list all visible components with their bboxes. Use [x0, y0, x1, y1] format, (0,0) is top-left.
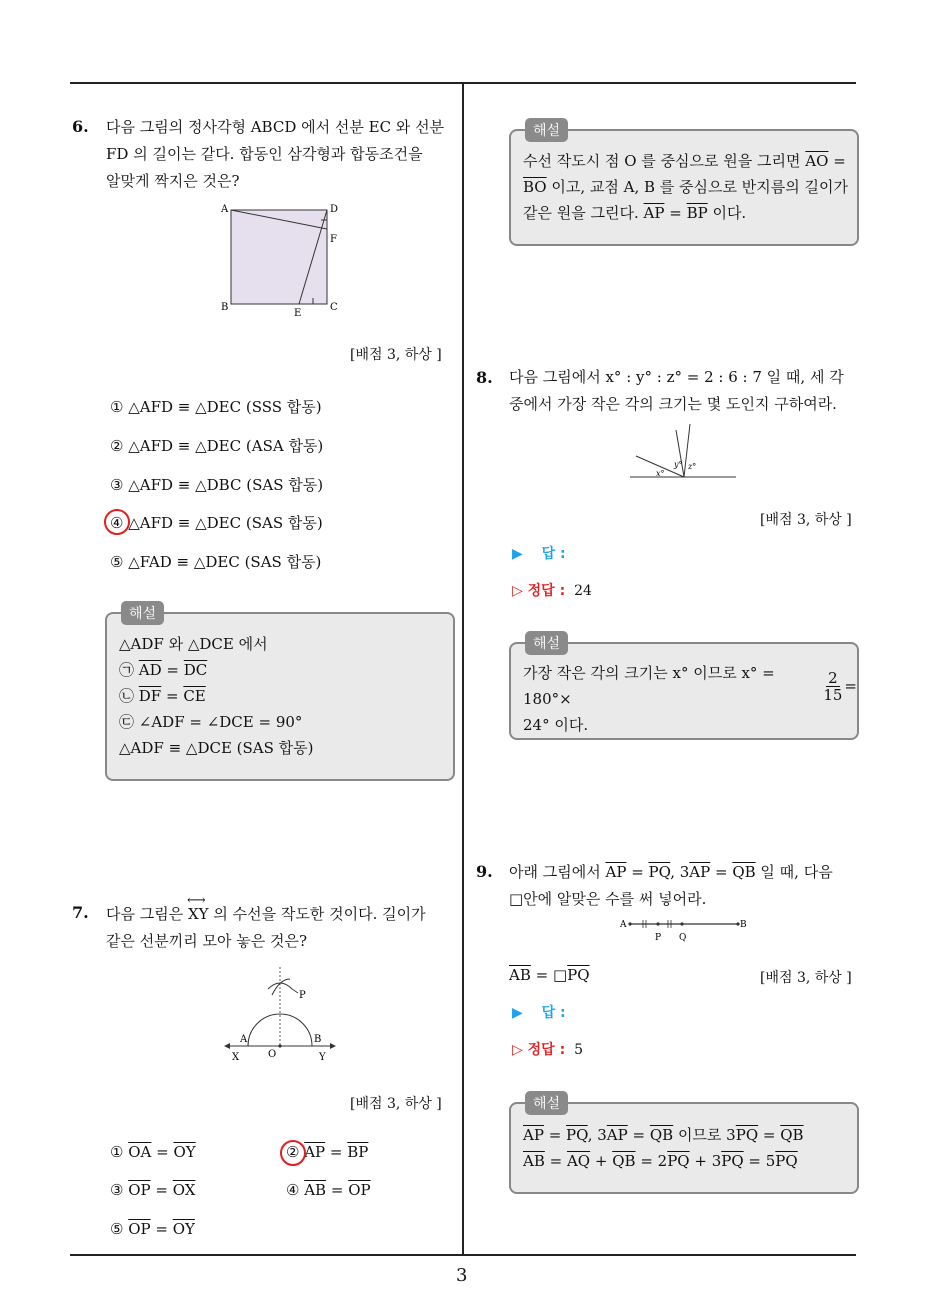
- label-x: X: [232, 1052, 240, 1063]
- label-a: A: [221, 204, 229, 215]
- correct-arrow-icon: ▷: [512, 1042, 523, 1058]
- correct-value: 5: [574, 1042, 583, 1058]
- label-a: A: [240, 1034, 248, 1045]
- question-number: 6.: [72, 117, 89, 136]
- ray-2: [676, 430, 684, 477]
- question-text: [509, 364, 844, 418]
- label-a: A: [620, 920, 627, 930]
- correct-arrow-icon: ▷: [512, 583, 523, 599]
- choice-1[interactable]: ① $\overline{OA} = \overline{OY}$: [110, 1143, 196, 1161]
- explanation-box: [509, 123, 859, 246]
- angle-figure: [628, 420, 738, 482]
- text-line: 같은 선분끼리 모아 놓은 것은?: [106, 932, 307, 950]
- correct-label: 정답 :: [527, 583, 566, 599]
- explanation-tag: 해설: [525, 1091, 568, 1115]
- explanation-line: △ADF 와 △DCE 에서: [119, 635, 268, 653]
- explanation-body: [523, 1122, 804, 1174]
- text-line: 중에서 가장 작은 각의 크기는 몇 도인지 구하여라.: [509, 395, 837, 413]
- text-line: □안에 알맞은 수를 써 넣어라.: [509, 890, 707, 908]
- explanation-box: [509, 1096, 859, 1194]
- label-d: D: [330, 204, 339, 215]
- fraction: $\frac{2}{15}$: [823, 668, 843, 704]
- text-line: 다음 그림에서 x° : y° : z° = 2 : 6 : 7 일 때, 세 각: [509, 368, 844, 386]
- explanation-body: [523, 660, 857, 738]
- square-figure: [215, 198, 345, 320]
- explanation-line: $\overline{BO}$ 이고, 교점 A, B 를 중심으로 반지름의 길이가: [523, 178, 848, 196]
- label-b: B: [314, 1034, 322, 1045]
- explanation-line: ㉠ $\overline{AD} = \overline{DC}$: [119, 661, 208, 679]
- label-c: C: [330, 302, 338, 313]
- choice-3[interactable]: ③ △AFD ≡ △DBC (SAS 합동): [110, 476, 324, 494]
- label-p: P: [299, 990, 306, 1001]
- choice-3[interactable]: ③ $\overline{OP} = \overline{OX}$: [110, 1181, 196, 1199]
- text-line: 아래 그림에서 $\overline{AP} = \overline{PQ}$, $3\overline{AP} = \overline{QB}$ 일 때, 다음: [509, 863, 833, 881]
- explanation-tag: 해설: [525, 631, 568, 655]
- explanation-body: [523, 148, 848, 226]
- correct-label: 정답 :: [527, 1042, 566, 1058]
- explanation-line: △ADF ≡ △DCE (SAS 합동): [119, 739, 314, 757]
- answer-arrow-icon: ▶: [512, 546, 523, 562]
- text-line: 알맞게 짝지은 것은?: [106, 172, 240, 190]
- text-line: 다음 그림의 정사각형 ABCD 에서 선분 EC 와 선분: [106, 118, 445, 136]
- text-line: FD 의 길이는 같다. 합동인 삼각형과 합동조건을: [106, 145, 423, 163]
- page-number: 3: [456, 1265, 468, 1286]
- choice-2[interactable]: ② △AFD ≡ △DEC (ASA 합동): [110, 437, 324, 455]
- explanation-line: $\overline{AP} = \overline{PQ}$, $3\overline{AP} = \overline{QB}$ 이므로 $3\overline{PQ} = \overline{QB}$: [523, 1126, 804, 1144]
- label-y: y°: [674, 460, 683, 469]
- bottom-rule: [70, 1254, 856, 1256]
- correct-answer-row: [512, 580, 592, 600]
- choice-1[interactable]: ① △AFD ≡ △DEC (SSS 합동): [110, 398, 322, 416]
- explanation-line: 가장 작은 각의 크기는 x° 이므로 x° = 180°× $\frac{2}{15}$ =: [523, 664, 857, 708]
- label-e: E: [294, 308, 302, 319]
- label-o: O: [268, 1049, 277, 1060]
- explanation-box: [509, 636, 859, 740]
- explanation-line: 같은 원을 그린다. $\overline{AP} = \overline{BP}$ 이다.: [523, 204, 747, 222]
- explanation-body: [119, 631, 314, 761]
- choice-2[interactable]: ② $\overline{AP} = \overline{BP}$: [286, 1143, 369, 1161]
- correct-value: 24: [574, 583, 592, 599]
- question-number: 9.: [476, 862, 493, 881]
- explanation-line: 24° 이다.: [523, 716, 589, 734]
- choice-4[interactable]: ④ △AFD ≡ △DEC (SAS 합동): [110, 514, 323, 532]
- xy-arrow: ⟷: [187, 893, 206, 908]
- explanation-box: [105, 606, 455, 781]
- arc-top-2: [272, 979, 290, 995]
- question-number: 7.: [72, 903, 89, 922]
- correct-answer-row: [512, 1039, 583, 1059]
- explanation-line: ㉡ $\overline{DF} = \overline{CE}$: [119, 687, 206, 705]
- answer-row: [512, 1002, 566, 1022]
- answer-label: 답 :: [541, 1005, 566, 1021]
- explanation-line: ㉢ ∠ADF = ∠DCE = 90°: [119, 713, 303, 731]
- score-label: [배점 3, 하상 ]: [350, 1096, 442, 1112]
- selected-answer-circle: [104, 509, 130, 535]
- label-q: Q: [679, 933, 687, 943]
- choice-4[interactable]: ④ $\overline{AB} = \overline{OP}$: [286, 1181, 371, 1199]
- choice-5[interactable]: ⑤ $\overline{OP} = \overline{OY}$: [110, 1220, 195, 1238]
- question-text: [106, 114, 444, 195]
- answer-arrow-icon: ▶: [512, 1005, 523, 1021]
- explanation-line: $\overline{AB} = \overline{AQ} + \overline{QB} = 2\overline{PQ} + 3\overline{PQ} = 5\overline{PQ}$: [523, 1152, 798, 1170]
- answer-label: 답 :: [541, 546, 566, 562]
- score-label: [배점 3, 하상 ]: [760, 512, 852, 528]
- explanation-tag: 해설: [525, 118, 568, 142]
- column-divider: [462, 84, 464, 1254]
- label-z: z°: [688, 462, 697, 471]
- label-b: B: [221, 302, 229, 313]
- question-number: 8.: [476, 368, 493, 387]
- score-label: [배점 3, 하상 ]: [760, 970, 852, 986]
- label-x: x°: [656, 469, 665, 478]
- answer-row: [512, 543, 566, 563]
- text-line: 다음 그림은 ⟷ XY 의 수선을 작도한 것이다. 길이가: [106, 901, 426, 928]
- label-y: Y: [319, 1052, 326, 1063]
- choice-5[interactable]: ⑤ △FAD ≡ △DEC (SAS 합동): [110, 553, 322, 571]
- label-b: B: [740, 920, 747, 930]
- score-label: [배점 3, 하상 ]: [350, 347, 442, 363]
- segment-figure: [618, 914, 750, 944]
- question-text: [106, 893, 426, 955]
- explanation-line: 수선 작도시 점 O 를 중심으로 원을 그리면 $\overline{AO}$ =: [523, 152, 846, 170]
- semicircle: [248, 1014, 312, 1046]
- label-p: P: [655, 933, 662, 943]
- label-f: F: [330, 234, 337, 245]
- blank-equation[interactable]: $\overline{AB}$ = $□\overline{PQ}$: [509, 966, 590, 984]
- selected-answer-circle: [280, 1140, 306, 1166]
- question-text: [509, 859, 833, 913]
- explanation-tag: 해설: [121, 601, 164, 625]
- perpendicular-construction-figure: [222, 965, 340, 1065]
